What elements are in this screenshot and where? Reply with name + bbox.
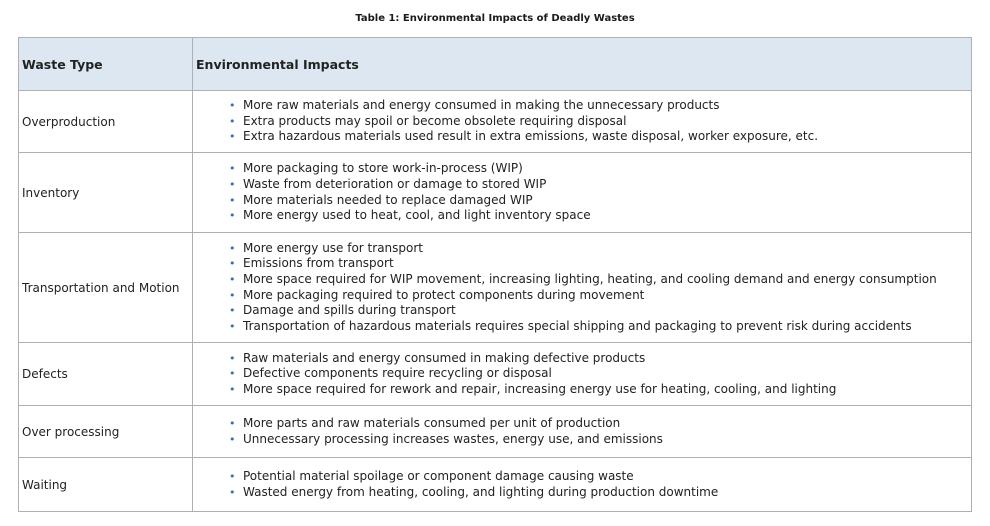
column-header-waste-type: Waste Type (19, 38, 193, 91)
list-item: • More energy use for transport (243, 241, 971, 257)
environmental-impacts-table (18, 37, 972, 512)
waste-type-cell: Inventory (19, 153, 193, 233)
list-item: • Waste from deterioration or damage to stored WIP (243, 177, 971, 193)
impact-list (193, 416, 971, 447)
waste-type-cell: Waiting (19, 458, 193, 511)
impacts-cell (193, 343, 971, 406)
impacts-cell (193, 458, 971, 511)
table-row (19, 233, 971, 343)
waste-type-cell: Transportation and Motion (19, 233, 193, 343)
list-item: • Wasted energy from heating, cooling, and lighting during production downtime (243, 485, 971, 501)
list-item: • More space required for WIP movement, increasing lighting, heating, and cooling demand and energy consumption (243, 272, 971, 288)
waste-type-cell: Defects (19, 343, 193, 406)
list-item: • Damage and spills during transport (243, 303, 971, 319)
table-header-row (19, 38, 971, 91)
list-item: • More materials needed to replace damaged WIP (243, 193, 971, 209)
list-item: • Transportation of hazardous materials requires special shipping and packaging to prevent risk during accidents (243, 319, 971, 335)
list-item: • Extra hazardous materials used result in extra emissions, waste disposal, worker exposure, etc. (243, 129, 971, 145)
list-item: • More energy used to heat, cool, and light inventory space (243, 208, 971, 224)
table-row (19, 406, 971, 458)
table-row (19, 153, 971, 233)
list-item: • Unnecessary processing increases wastes, energy use, and emissions (243, 432, 971, 448)
list-item: • Emissions from transport (243, 256, 971, 272)
list-item: • More packaging required to protect components during movement (243, 288, 971, 304)
impacts-cell (193, 91, 971, 153)
impact-list (193, 469, 971, 500)
list-item: • Defective components require recycling or disposal (243, 366, 971, 382)
table-row (19, 91, 971, 153)
waste-type-cell: Overproduction (19, 91, 193, 153)
table-caption: Table 1: Environmental Impacts of Deadly Wastes (355, 13, 635, 24)
list-item: • Extra products may spoil or become obsolete requiring disposal (243, 114, 971, 130)
impact-list (193, 161, 971, 223)
impacts-cell (193, 233, 971, 343)
impact-list (193, 241, 971, 335)
column-header-environmental-impacts: Environmental Impacts (193, 38, 971, 91)
list-item: • Raw materials and energy consumed in making defective products (243, 351, 971, 367)
list-item: • More packaging to store work-in-process (WIP) (243, 161, 971, 177)
table-row (19, 343, 971, 406)
list-item: • Potential material spoilage or component damage causing waste (243, 469, 971, 485)
impacts-cell (193, 153, 971, 233)
impacts-cell (193, 406, 971, 458)
waste-type-cell: Over processing (19, 406, 193, 458)
table-row (19, 458, 971, 511)
impact-list (193, 98, 971, 145)
list-item: • More raw materials and energy consumed in making the unnecessary products (243, 98, 971, 114)
impact-list (193, 351, 971, 398)
list-item: • More parts and raw materials consumed per unit of production (243, 416, 971, 432)
list-item: • More space required for rework and repair, increasing energy use for heating, cooling, and lighting (243, 382, 971, 398)
